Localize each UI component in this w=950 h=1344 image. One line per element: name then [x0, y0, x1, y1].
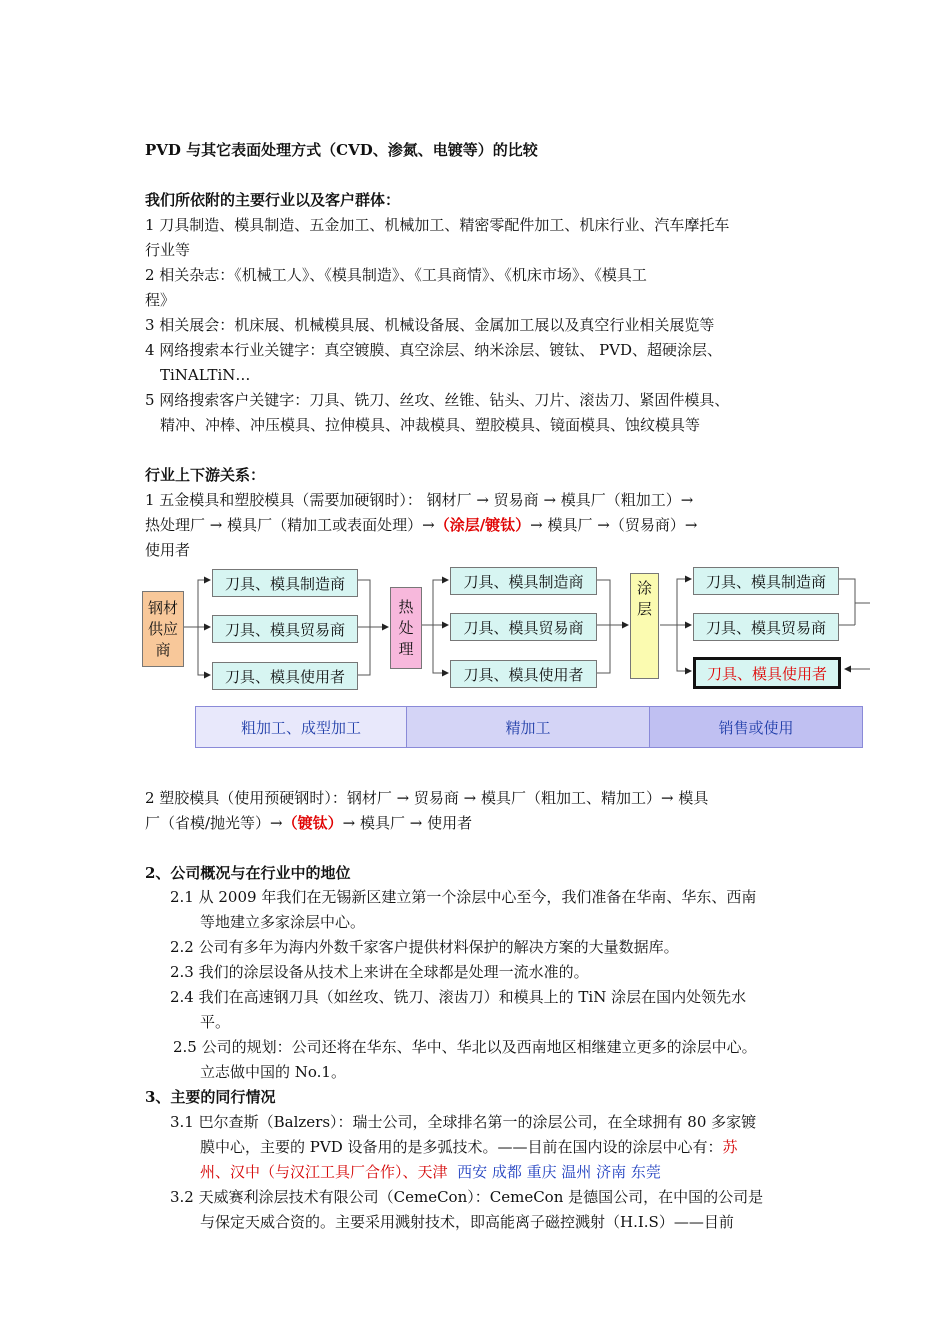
- coating-label: 涂层: [636, 579, 652, 618]
- industry-item-4-line2: TiNALTiN…: [160, 366, 251, 384]
- chain-1-line1: 1 五金模具和塑胶模具（需要加硬钢时）： 钢材厂 → 贸易商 → 模具厂（粗加工）→: [145, 491, 694, 509]
- g2-maker-label: 刀具、模具制造商: [463, 572, 584, 591]
- g3-maker-box: [693, 567, 839, 595]
- arrow-coat-g3-top: [660, 579, 691, 625]
- stage-finish-label: 精加工: [505, 718, 551, 737]
- p3-1-cities-blue: 西安 成都 重庆 温州 济南 东莞: [457, 1163, 661, 1181]
- arrow-g3-user: [845, 603, 870, 669]
- g2-trader-box: [450, 613, 597, 641]
- g3-trader-box: [693, 613, 839, 641]
- p3-1-line1: 3.1 巴尔查斯（Balzers）：瑞士公司，全球排名第一的涂层公司，在全球拥有 80 多家镀: [170, 1113, 757, 1131]
- p2-4-line1: 2.4 我们在高速钢刀具（如丝攻、铣刀、滚齿刀）和模具上的 TiN 涂层在国内处领先水: [170, 988, 747, 1006]
- p3-1-cities-red: 州、汉中（与汉江工具厂合作）、天津: [200, 1163, 448, 1181]
- p2-3: 2.3 我们的涂层设备从技术上来讲在全球都是处理一流水准的。: [170, 963, 589, 981]
- p2-2: 2.2 公司有多年为海内外数千家客户提供材料保护的解决方案的大量数据库。: [170, 938, 679, 956]
- p3-1-city-suzhou-part1: 苏: [722, 1138, 738, 1156]
- g2-user-label: 刀具、模具使用者: [463, 665, 584, 684]
- chain-2-line2-post: → 模具厂 → 使用者: [342, 814, 473, 832]
- arrow-heat-g2-bot: [433, 625, 448, 673]
- steel-supplier-box: [142, 591, 184, 667]
- industry-item-3: 3 相关展会：机床展、机械模具展、机械设备展、金属加工展以及真空行业相关展览等: [145, 316, 715, 334]
- stage-sale: [649, 706, 863, 748]
- stage-sale-label: 销售或使用: [718, 718, 794, 737]
- line-g3-top: [837, 579, 855, 625]
- stage-rough-label: 粗加工、成型加工: [240, 718, 361, 737]
- arrow-steel-g1-bot: [198, 627, 210, 675]
- stage-rough: [195, 706, 407, 748]
- industries-heading: 我们所依附的主要行业以及客户群体：: [145, 191, 401, 209]
- g2-maker-box: [450, 567, 597, 595]
- chain-heading: 行业上下游关系：: [145, 466, 266, 484]
- document-title: PVD 与其它表面处理方式（CVD、渗氮、电镀等）的比较: [145, 141, 538, 159]
- g3-trader-label: 刀具、模具贸易商: [705, 618, 826, 637]
- supply-chain-diagram: [140, 565, 870, 755]
- industry-item-2-line1: 2 相关杂志：《机械工人》、《模具制造》、《工具商情》、《机床市场》、《模具工: [145, 266, 647, 284]
- p3-1-line2: [200, 1137, 738, 1157]
- chain-2-line2-pre: 厂（省模/抛光等）→: [145, 814, 283, 832]
- heat-treatment-box: [390, 587, 422, 669]
- section2-heading: 2、公司概况与在行业中的地位: [145, 864, 351, 882]
- chain-2-line1: 2 塑胶模具（使用预硬钢时）：钢材厂 → 贸易商 → 模具厂（粗加工、精加工）→ 模具: [145, 789, 709, 807]
- industry-item-4-line1: 4 网络搜索本行业关键字：真空镀膜、真空涂层、纳米涂层、镀钛、 PVD、超硬涂层、: [145, 341, 723, 359]
- chain-1-line2-pre: 热处理厂 → 模具厂（精加工或表面处理）→: [145, 516, 435, 534]
- g2-trader-label: 刀具、模具贸易商: [463, 618, 584, 637]
- p3-2-line2: 与保定天威合资的。主要采用溅射技术，即高能离子磁控溅射（H.I.S）——目前: [200, 1213, 734, 1231]
- p2-4-line2: 平。: [200, 1013, 231, 1031]
- g3-maker-label: 刀具、模具制造商: [705, 572, 826, 591]
- heat-treatment-label: 热处理: [398, 597, 414, 658]
- chain-2-plating-highlight: （镀钛）: [282, 814, 343, 832]
- industry-item-5-line2: 精冲、冲棒、冲压模具、拉伸模具、冲裁模具、塑胶模具、镜面模具、蚀纹模具等: [160, 416, 701, 434]
- chain-1-coating-highlight: （涂层/镀钛）: [434, 516, 531, 534]
- g2-user-box: [450, 660, 597, 688]
- coating-box: [630, 573, 659, 679]
- p3-1-line2-text: 膜中心，主要的 PVD 设备用的是多弧技术。——目前在国内设的涂层中心有：: [200, 1138, 723, 1156]
- g3-user-label: 刀具、模具使用者: [706, 664, 827, 683]
- g1-maker-box: [212, 569, 358, 597]
- arrow-steel-g1-top: [182, 580, 210, 627]
- industry-item-1-line2: 行业等: [145, 241, 191, 259]
- p2-5-line1: 2.5 公司的规划：公司还将在华东、华中、华北以及西南地区相继建立更多的涂层中心。: [173, 1038, 757, 1056]
- g1-trader-label: 刀具、模具贸易商: [224, 620, 345, 639]
- arrow-coat-g3-bot: [677, 625, 691, 671]
- line-g1-bot: [356, 627, 370, 675]
- p3-2-line1: 3.2 天威赛利涂层技术有限公司（CemeCon）：CemeCon 是德国公司，在中国的公司是: [170, 1188, 764, 1206]
- steel-supplier-label: 钢材供应商: [147, 598, 178, 659]
- p3-1-line3: [200, 1162, 661, 1182]
- section3-heading: 3、主要的同行情况: [145, 1088, 276, 1106]
- line-g2-top: [595, 580, 610, 625]
- arrow-heat-g2-top: [421, 580, 448, 625]
- p2-1-line1: 2.1 从 2009 年我们在无锡新区建立第一个涂层中心至今，我们准备在华南、华东、西南: [170, 888, 757, 906]
- industry-item-1-line1: 1 刀具制造、模具制造、五金加工、机械加工、精密零配件加工、机床行业、汽车摩托车: [145, 216, 730, 234]
- industry-item-5-line1: 5 网络搜索客户关键字：刀具、铣刀、丝攻、丝锥、钻头、刀片、滚齿刀、紧固件模具、: [145, 391, 730, 409]
- g1-user-label: 刀具、模具使用者: [224, 667, 345, 686]
- chain-1-line3: 使用者: [145, 541, 191, 559]
- g1-maker-label: 刀具、模具制造商: [224, 574, 345, 593]
- chain-2-line2: [145, 813, 472, 833]
- line-g2-bot: [595, 625, 610, 673]
- g1-user-box: [212, 662, 358, 690]
- g1-trader-box: [212, 615, 358, 643]
- p2-5-line2: 立志做中国的 No.1。: [200, 1063, 346, 1081]
- line-g1-top: [356, 580, 370, 627]
- p2-1-line2: 等地建立多家涂层中心。: [200, 913, 366, 931]
- chain-1-line2-post: → 模具厂 →（贸易商）→: [530, 516, 698, 534]
- chain-1-line2: [145, 515, 697, 535]
- industry-item-2-line2: 程》: [145, 291, 176, 309]
- g3-user-box-highlighted: [693, 657, 841, 689]
- stage-finish: [406, 706, 650, 748]
